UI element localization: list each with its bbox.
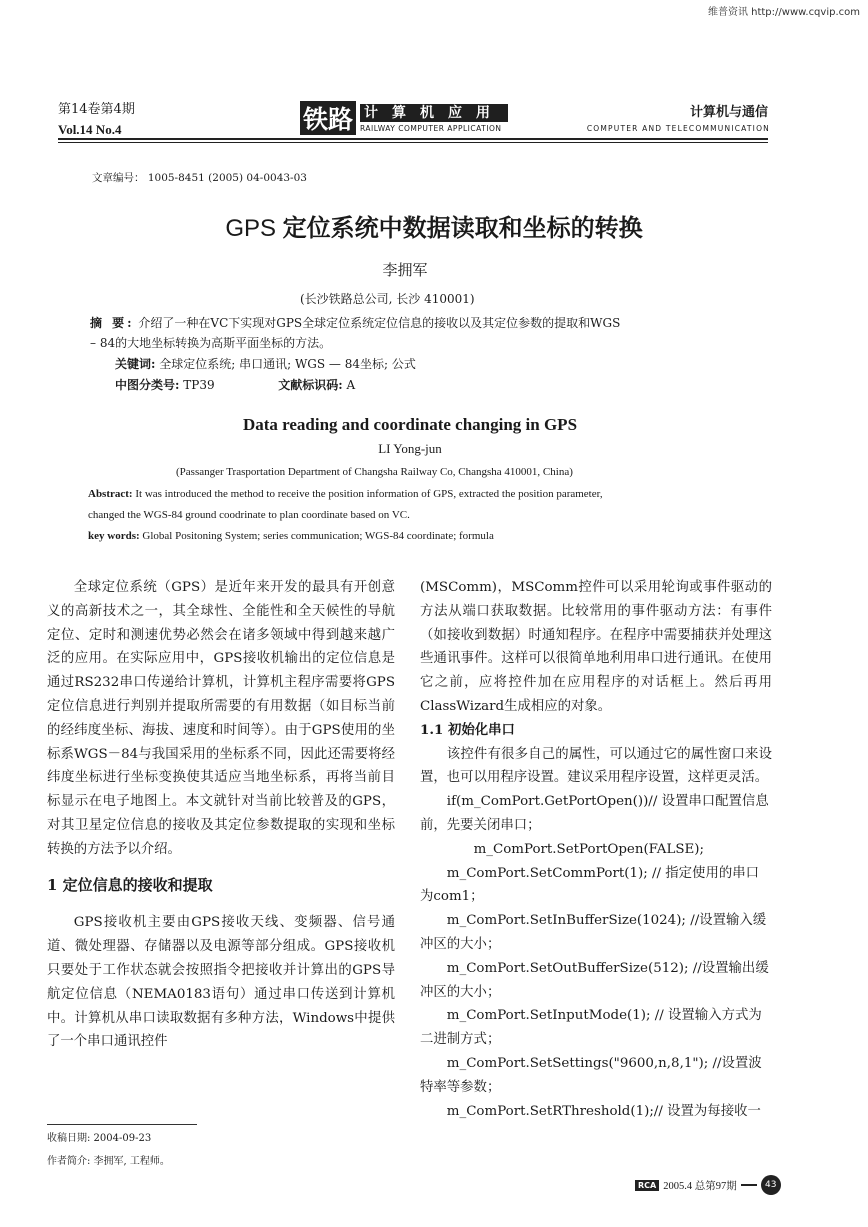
- keywords-text: 全球定位系统; 串口通讯; WGS — 84坐标; 公式: [155, 357, 416, 371]
- footnote-author-bio: 作者简介: 李拥军, 工程师。: [47, 1156, 170, 1167]
- code-line-4: m_ComPort.SetInBufferSize(1024); //设置输入缓冲区的大小；: [420, 913, 767, 952]
- english-abstract-label: Abstract:: [88, 488, 133, 500]
- english-author: LI Yong-jun: [378, 441, 442, 456]
- abstract-text-1: 介绍了一种在VC下实现对GPS全球定位系统定位信息的接收以及其定位参数的提取和WGS: [134, 316, 621, 330]
- issue-en: Vol.14 No.4: [58, 122, 122, 137]
- english-affiliation: (Passanger Trasportation Department of Changsha Railway Co, Changsha 410001, China): [176, 466, 573, 478]
- english-abstract-text-1: It was introduced the method to receive the position information of GPS, extracted the position parameter,: [132, 488, 603, 500]
- english-abstract-line2: changed the WGS-84 ground coodrinate to plan coordinate based on VC.: [88, 509, 410, 521]
- abstract-label: 摘 要:: [90, 316, 135, 330]
- right-column: [420, 576, 772, 1123]
- author-cn: 李拥军: [382, 261, 428, 279]
- title-latin: GPS: [225, 215, 283, 242]
- journal-name: 计算机与通信: [689, 105, 768, 120]
- english-keywords: [88, 530, 494, 542]
- classification-cn: [115, 376, 355, 393]
- abstract-cn-line2: – 84的大地坐标转换为高斯平面坐标的方法。: [90, 336, 332, 350]
- class-text: TP39: [179, 378, 215, 392]
- doc-code-text: A: [342, 378, 356, 392]
- code-line-2: m_ComPort.SetPortOpen(FALSE);: [473, 841, 705, 857]
- keywords-label: 关键词:: [115, 357, 156, 371]
- journal-name-en: COMPUTER AND TELECOMMUNICATION: [586, 124, 770, 133]
- code-line-7: m_ComPort.SetSettings("9600,n,8,1"); //设置波特率等参数；: [420, 1055, 762, 1095]
- footnote-rule: [47, 1124, 197, 1125]
- issue-info: [58, 100, 135, 140]
- footer-tag: RCA: [635, 1180, 659, 1191]
- section-1-paragraph: GPS接收机主要由GPS接收天线、变频器、信号通道、微处理器、存储器以及电源等部分组成。GPS接收机只要处于工作状态就会按照指令把接收并计算出的GPS导航定位信息（NEMA0183语句）通过串口传送到计算机中。计算机从串口读取数据有多种方法，Windows中提供了一个串口通讯控件: [47, 915, 395, 1050]
- footer-issue: 2005.4 总第97期: [663, 1180, 737, 1192]
- code-line-6: m_ComPort.SetInputMode(1); // 设置输入方式为二进制方式；: [420, 1008, 762, 1048]
- init-paragraph: 该控件有很多自己的属性，可以通过它的属性窗口来设置，也可以用程序设置。建议采用程序设置，这样更灵活。: [420, 746, 772, 786]
- english-title: Data reading and coordinate changing in GPS: [242, 415, 578, 434]
- english-abstract-line1: [88, 488, 603, 500]
- column-name: 计算机应用: [360, 104, 508, 122]
- left-column: [47, 576, 395, 1054]
- title-chinese: 定位系统中数据读取和坐标的转换: [282, 213, 643, 242]
- page-footer: [635, 1175, 781, 1195]
- keywords-cn: [115, 355, 416, 372]
- mscomm-paragraph: (MSComm)，MSComm控件可以采用轮询或事件驱动的方法从端口获取数据。比较常用的事件驱动方法：有事件（如接收到数据）时通知程序。在程序中需要捕获并处理这些通讯事件。这样可以很简单地利用串口进行通讯。在使用它之前，应将控件加在应用程序的对话框上。然后再用ClassWizard生成相应的对象。: [420, 580, 772, 714]
- code-line-3: m_ComPort.SetCommPort(1); // 指定使用的串口为com1；: [420, 865, 760, 905]
- english-keywords-text: Global Positoning System; series communication; WGS-84 coordinate; formula: [139, 530, 494, 542]
- code-line-8: m_ComPort.SetRThreshold(1);// 设置为每接收一: [446, 1103, 761, 1119]
- intro-paragraph: 全球定位系统（GPS）是近年来开发的最具有开创意义的高新技术之一，其全球性、全能性和全天候性的导航定位、定时和测速优势必然会在诸多领域中得到越来越广泛的应用。在实际应用中，GPS接收机输出的定位信息是通过RS232串口传递给计算机，计算机主程序需要将GPS定位信息进行判别并提取所需要的有用数据（如目标当前的经纬度坐标、海拔、速度和时间等）。由于GPS使用的坐标系WGS－84与我国采用的坐标系不同，因此还需要将经纬度坐标进行坐标变换使其适应当地坐标系，再将当前目标显示在电子地图上。本文就针对当前比较普及的GPS，对其卫星定位信息的接收及其定位参数提取的实现和坐标转换的方法予以介绍。: [47, 580, 395, 857]
- column-name-en: RAILWAY COMPUTER APPLICATION: [360, 124, 502, 133]
- section-1-heading: 1 定位信息的接收和提取: [47, 875, 213, 894]
- issue-cn: 第14卷第4期: [58, 102, 135, 117]
- english-keywords-label: key words:: [88, 530, 140, 542]
- abstract-cn-line1: [90, 313, 620, 334]
- header-rule-thick: [58, 138, 768, 140]
- header-rule-thin: [58, 142, 768, 143]
- subsection-1-1-heading: 1.1 初始化串口: [420, 721, 515, 738]
- doc-code-label: 文献标识码:: [278, 378, 343, 392]
- paper-title: [0, 208, 868, 243]
- page-number: 43: [761, 1175, 781, 1195]
- article-number: 文章编号： 1005-8451 (2005) 04-0043-03: [92, 172, 307, 184]
- footer-bar: [741, 1184, 757, 1186]
- affiliation-cn: (长沙铁路总公司, 长沙 410001): [300, 292, 475, 306]
- code-line-1: if(m_ComPort.GetPortOpen())// 设置串口配置信息前，先要关闭串口；: [420, 794, 769, 833]
- footnote-received-date: 收稿日期: 2004-09-23: [47, 1133, 152, 1144]
- class-label: 中图分类号:: [115, 378, 180, 392]
- code-line-5: m_ComPort.SetOutBufferSize(512); //设置输出缓冲区的大小；: [420, 960, 769, 1000]
- watermark: 维普资讯 http://www.cqvip.com: [707, 7, 860, 18]
- railway-logo: 铁路: [300, 101, 356, 135]
